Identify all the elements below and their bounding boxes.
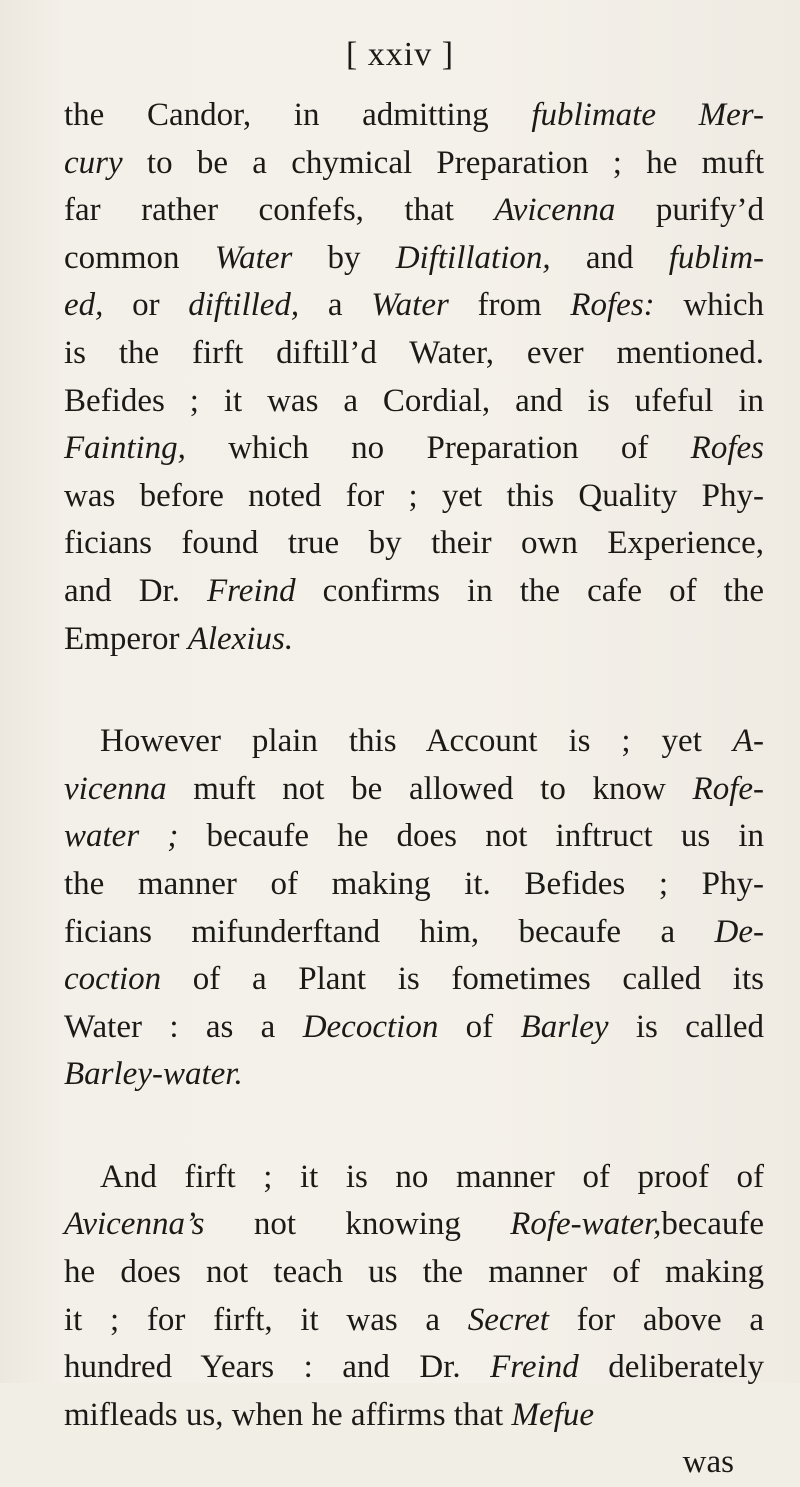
text-line: Avicenna’s not knowing Rofe-water,becaufe bbox=[64, 1206, 764, 1243]
italic-term: Avicenna’s bbox=[64, 1206, 205, 1243]
italic-term: ed, bbox=[64, 287, 104, 324]
text-line bbox=[64, 1051, 764, 1099]
text-line: and Dr. Freind confirms in the cafe of the bbox=[64, 572, 764, 609]
text-line: Water : as a Decoction of Barley is called bbox=[64, 1008, 765, 1045]
italic-term: Alexius. bbox=[187, 620, 294, 657]
italic-term: fublimate Mer- bbox=[531, 97, 764, 133]
text-line: ficians mifunderftand him, becaufe a De- bbox=[64, 913, 764, 950]
page-number-header: [ xxiv ] bbox=[345, 36, 455, 73]
text-line: Emperor Alexius. bbox=[64, 620, 294, 657]
text-line: is the firft diftill’d Water, ever mentioned. bbox=[64, 334, 764, 371]
body-text bbox=[64, 92, 764, 1487]
paragraph-gap bbox=[64, 1099, 764, 1154]
italic-term: Avicenna bbox=[494, 192, 616, 229]
italic-term: Mefue bbox=[511, 1396, 594, 1433]
text-line: mifleads us, when he affirms that Mefue bbox=[64, 1396, 594, 1433]
text-line: vicenna muft not be allowed to know Rofe- bbox=[64, 770, 764, 807]
italic-term: Barley bbox=[520, 1008, 609, 1045]
italic-term: Fainting, bbox=[64, 430, 186, 467]
text-line: the manner of making it. Befides ; Phy- bbox=[64, 865, 764, 902]
italic-term: vicenna bbox=[64, 770, 167, 807]
italic-term: diftilled, bbox=[188, 287, 300, 324]
italic-term: Rofes bbox=[690, 430, 764, 467]
text-line: ficians found true by their own Experience, bbox=[64, 525, 764, 562]
italic-term: Freind bbox=[490, 1349, 579, 1386]
paragraph-gap bbox=[64, 663, 764, 718]
italic-term: Barley-water. bbox=[64, 1056, 243, 1093]
text-line: water ; becaufe he does not inftruct us in bbox=[64, 818, 764, 855]
italic-term: Rofe- bbox=[692, 770, 764, 807]
text-line: And firft ; it is no manner of proof of bbox=[100, 1158, 764, 1195]
catchword: was bbox=[682, 1444, 734, 1481]
text-line: was before noted for ; yet this Quality Phy- bbox=[64, 477, 764, 514]
text-line: hundred Years : and Dr. Freind deliberately bbox=[64, 1349, 764, 1386]
text-line: Fainting, which no Preparation of Rofes bbox=[64, 430, 764, 467]
italic-term: Freind bbox=[207, 572, 296, 609]
italic-term: Diftillation, bbox=[395, 239, 551, 276]
text-line: coction of a Plant is fometimes called its bbox=[64, 961, 764, 998]
italic-term: water ; bbox=[64, 818, 179, 855]
text-line: it ; for firft, it was a Secret for above a bbox=[64, 1301, 765, 1338]
italic-term: De- bbox=[714, 913, 764, 950]
text-line: cury to be a chymical Preparation ; he muft bbox=[64, 144, 764, 181]
paragraph-3 bbox=[64, 1154, 764, 1440]
text-line: far rather confefs, that Avicenna purify’d bbox=[64, 192, 764, 229]
text-line: common Water by Diftillation, and fublim- bbox=[64, 239, 765, 276]
text-line: Befides ; it was a Cordial, and is ufeful in bbox=[64, 382, 764, 419]
italic-term: A- bbox=[732, 723, 764, 760]
italic-term: Decoction bbox=[302, 1008, 439, 1045]
text-line: However plain this Account is ; yet A- bbox=[100, 723, 764, 760]
italic-term: Water bbox=[214, 239, 293, 276]
italic-term: fublim- bbox=[668, 239, 765, 276]
text-line: he does not teach us the manner of making bbox=[64, 1254, 764, 1291]
italic-term: cury bbox=[64, 144, 123, 181]
text-line: ed, or diftilled, a Water from Rofes: which bbox=[64, 287, 764, 324]
italic-term: Rofes: bbox=[570, 287, 655, 324]
paragraph-1 bbox=[64, 92, 764, 663]
text-line: the Candor, in admitting fublimate Mer- bbox=[64, 97, 764, 133]
italic-term: Water bbox=[371, 287, 449, 324]
paragraph-2 bbox=[64, 718, 764, 1099]
italic-term: coction bbox=[64, 961, 162, 998]
italic-term: Rofe-water, bbox=[510, 1206, 662, 1243]
italic-term: Secret bbox=[467, 1301, 549, 1338]
